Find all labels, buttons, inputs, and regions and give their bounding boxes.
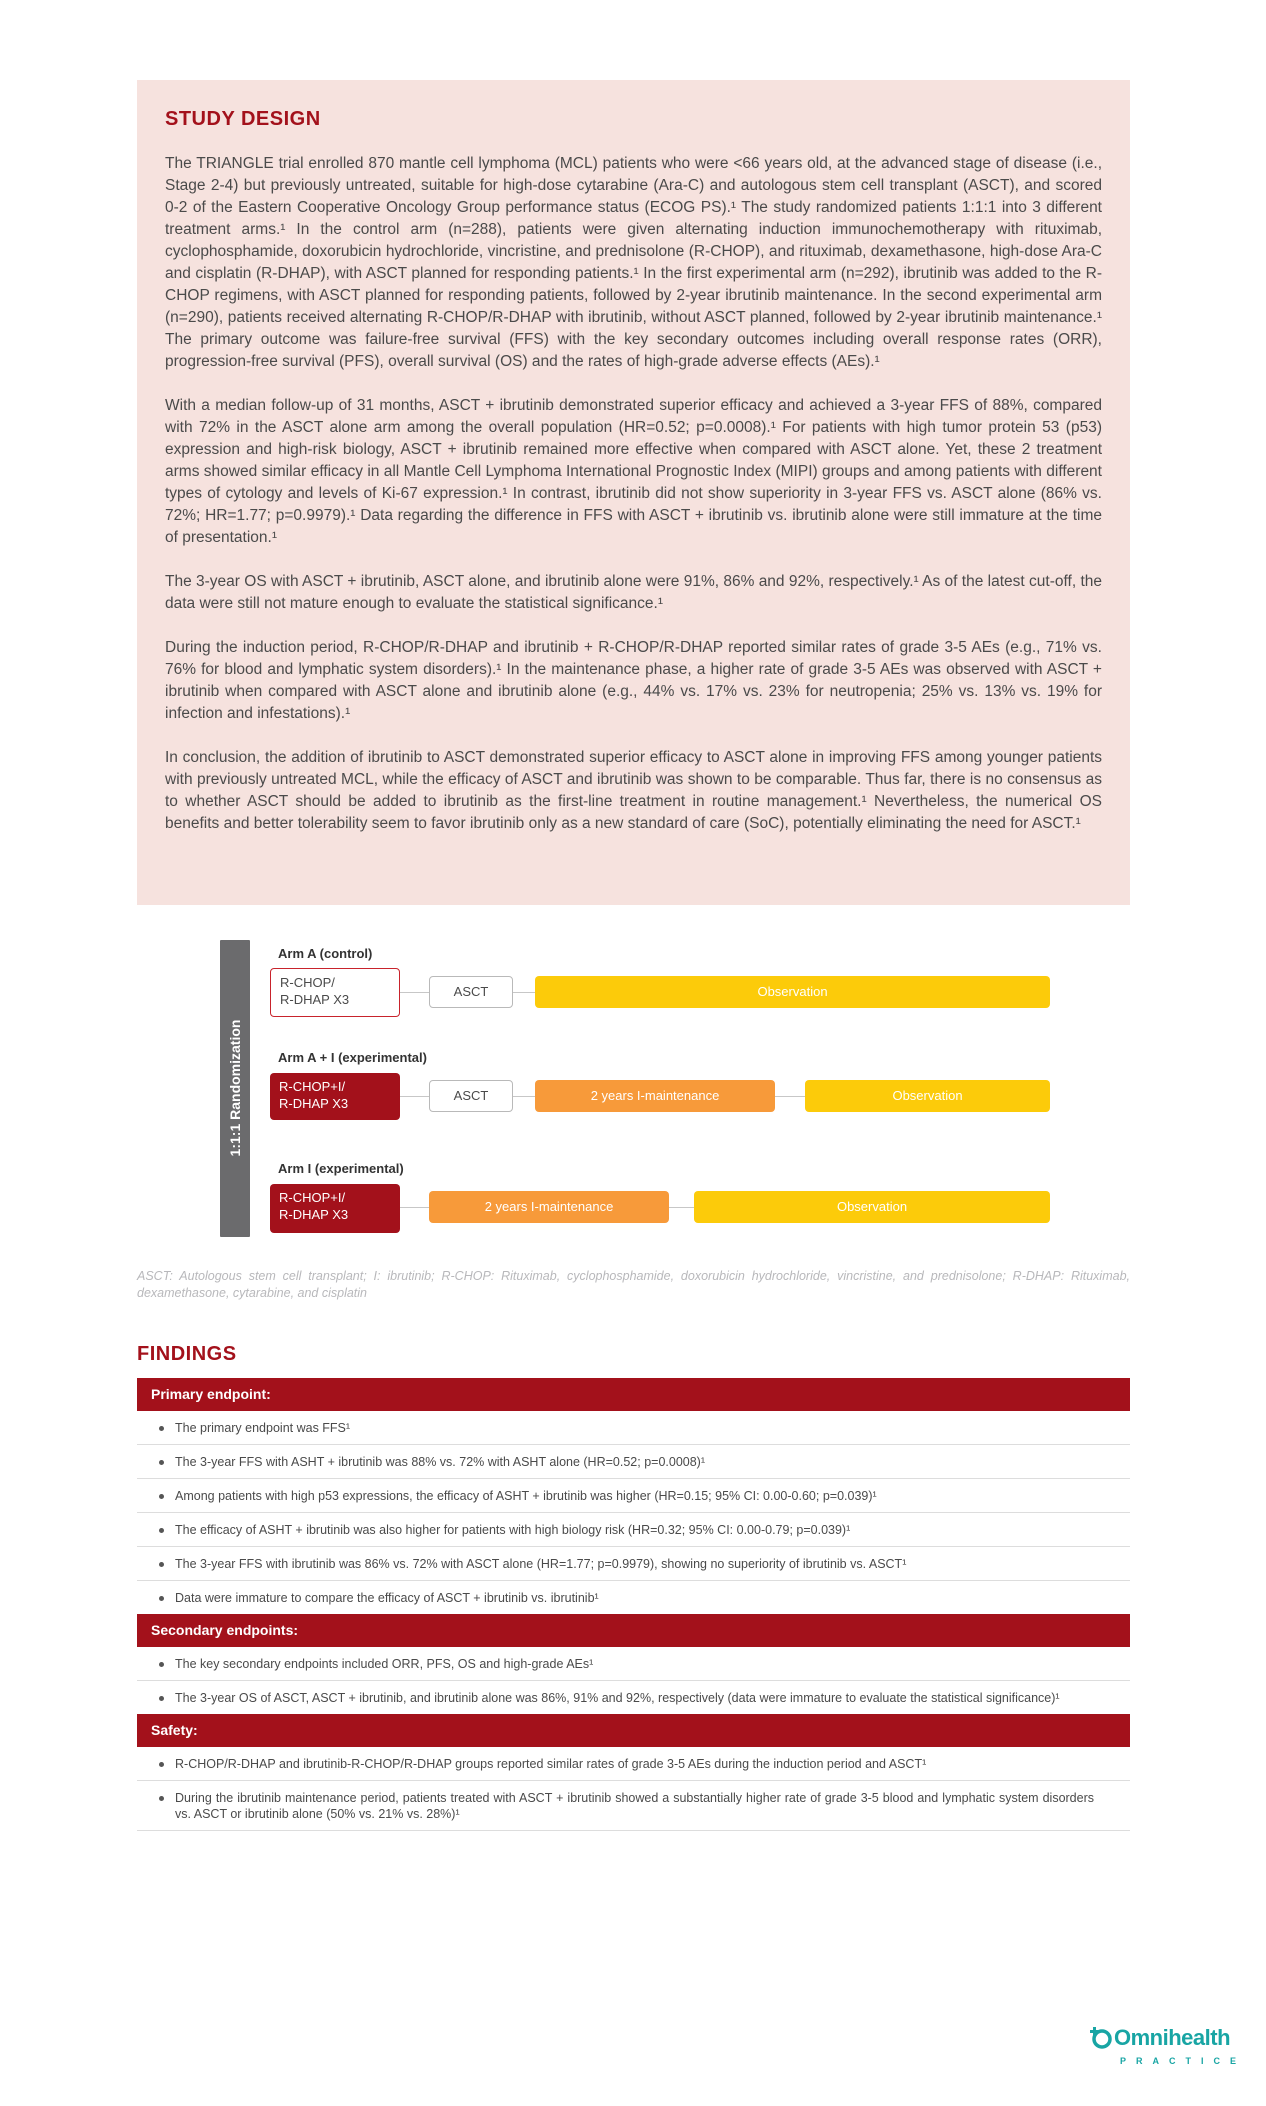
list-item <box>137 1513 1130 1547</box>
connector <box>400 1207 429 1208</box>
study-paragraph: The TRIANGLE trial enrolled 870 mantle cell lymphoma (MCL) patients who were <66 years old, at the advanced stage of disease (i.e., Stage 2-4) but previously untreated, suitable for high-dose cytarabine (Ara-C) and autologous stem cell transplant (ASCT), and scored 0-2 of the Eastern Cooperative Oncology Group performance status (ECOG PS).¹ The study randomized patients 1:1:1 into 3 different treatment arms.¹ In the control arm (n=288), patients were given alternating induction immunochemotherapy with rituximab, cyclophosphamide, doxorubicin hydrochloride, vincristine, and prednisolone (R-CHOP), and rituximab, dexamethasone, high-dose Ara-C and cisplatin (R-DHAP), with ASCT planned for responding patients.¹ In the first experimental arm (n=292), ibrutinib was added to the R-CHOP regimens, with ASCT planned for responding patients, followed by 2-year ibrutinib maintenance. In the second experimental arm (n=290), patients received alternating R-CHOP/R-DHAP with ibrutinib, without ASCT planned, followed by 2-year ibrutinib maintenance.¹ The primary outcome was failure-free survival (FFS) with the key secondary outcomes including overall response rates (ORR), progression-free survival (PFS), overall survival (OS) and the rates of high-grade adverse effects (AEs).¹ <box>165 155 1102 370</box>
list-item-text: The primary endpoint was FFS¹ <box>175 1421 351 1435</box>
section-heading-primary: Primary endpoint: <box>137 1378 1130 1411</box>
arm-ai-induction-box <box>270 1073 400 1120</box>
randomization-label: 1:1:1 Randomization <box>227 1019 243 1157</box>
arm-a-induction-label: R-CHOP/ R-DHAP X3 <box>280 975 350 1007</box>
list-item <box>137 1781 1130 1831</box>
findings-title: FINDINGS <box>137 1343 237 1365</box>
section-heading-secondary: Secondary endpoints: <box>137 1614 1130 1647</box>
connector <box>400 1096 429 1097</box>
list-item-text: Data were immature to compare the efficacy of ASCT + ibrutinib vs. ibrutinib¹ <box>175 1591 599 1605</box>
study-paragraph: In conclusion, the addition of ibrutinib to ASCT demonstrated superior efficacy to ASCT alone in improving FFS among younger patients with previously untreated MCL, while the efficacy of ASCT and ibrutinib was shown to be comparable. Thus far, there is no consensus as to whether ASCT should be added to ibrutinib as the first-line treatment in routine management.¹ Nevertheless, the numerical OS benefits and better tolerability seem to favor ibrutinib only as a new standard of care (SoC), potentially eliminating the need for ASCT.¹ <box>165 749 1102 832</box>
arm-ai-observation-box: Observation <box>805 1080 1050 1112</box>
list-item-text: Among patients with high p53 expressions, the efficacy of ASHT + ibrutinib was higher (HR=0.15; 95% CI: 0.00-0.60; p=0.039)¹ <box>175 1489 877 1503</box>
list-item-text: The efficacy of ASHT + ibrutinib was also higher for patients with high biology risk (HR=0.32; 95% CI: 0.00-0.79; p=0.039)¹ <box>175 1523 851 1537</box>
list-item <box>137 1747 1130 1781</box>
study-paragraph: During the induction period, R-CHOP/R-DHAP and ibrutinib + R-CHOP/R-DHAP reported similar rates of grade 3-5 AEs (e.g., 71% vs. 76% for blood and lymphatic system disorders).¹ In the maintenance phase, a higher rate of grade 3-5 AEs was observed with ASCT + ibrutinib when compared with ASCT alone and ibrutinib alone (e.g., 44% vs. 17% vs. 23% for neutropenia; 25% vs. 13% vs. 19% for infection and infestations).¹ <box>165 639 1102 722</box>
arm-ai-induction-label: R-CHOP+I/ R-DHAP X3 <box>279 1079 349 1111</box>
arm-a-title: Arm A (control) <box>278 946 373 961</box>
bullet-icon <box>159 1662 164 1667</box>
list-item <box>137 1647 1130 1681</box>
bullet-icon <box>159 1696 164 1701</box>
list-item <box>137 1411 1130 1445</box>
section-heading-safety: Safety: <box>137 1714 1130 1747</box>
logo-name: Omnihealth <box>1114 2025 1231 2050</box>
connector <box>775 1096 805 1097</box>
list-item <box>137 1479 1130 1513</box>
study-paragraph: With a median follow-up of 31 months, ASCT + ibrutinib demonstrated superior efficacy and achieved a 3-year FFS of 88%, compared with 72% in the ASCT alone arm among the overall population (HR=0.52; p=0.0008).¹ For patients with high tumor protein 53 (p53) expression and high-risk biology, ASCT + ibrutinib remained more effective when compared with ASCT alone. Yet, these 2 treatment arms showed similar efficacy in all Mantle Cell Lymphoma International Prognostic Index (MIPI) groups and among patients with different types of cytology and levels of Ki-67 expression.¹ In contrast, ibrutinib did not show superiority in 3-year FFS vs. ASCT alone (86% vs. 72%; HR=1.77; p=0.9979).¹ Data regarding the difference in FFS with ASCT + ibrutinib vs. ibrutinib alone were still immature at the time of presentation.¹ <box>165 397 1102 546</box>
findings-table <box>137 1378 1130 1831</box>
list-item-text: The 3-year FFS with ibrutinib was 86% vs. 72% with ASCT alone (HR=1.77; p=0.9979), showing no superiority of ibrutinib vs. ASCT¹ <box>175 1557 907 1571</box>
list-item-text: During the ibrutinib maintenance period, patients treated with ASCT + ibrutinib showed a substantially higher rate of grade 3-5 blood and lymphatic system disorders vs. ASCT or ibrutinib alone (50% vs. 21% vs. 28%)¹ <box>175 1791 1094 1821</box>
arm-i-induction-label: R-CHOP+I/ R-DHAP X3 <box>279 1190 349 1222</box>
list-item <box>137 1681 1130 1714</box>
bullet-icon <box>159 1528 164 1533</box>
bullet-icon <box>159 1494 164 1499</box>
arm-i-induction-box <box>270 1184 400 1233</box>
arm-ai-title: Arm A + I (experimental) <box>278 1050 427 1065</box>
arm-i-maintenance-box: 2 years I-maintenance <box>429 1191 669 1223</box>
study-design-panel <box>137 80 1130 905</box>
arm-a-asct-box: ASCT <box>429 976 513 1008</box>
connector <box>513 992 535 993</box>
list-item-text: The key secondary endpoints included ORR, PFS, OS and high-grade AEs¹ <box>175 1657 594 1671</box>
bullet-icon <box>159 1426 164 1431</box>
list-item <box>137 1547 1130 1581</box>
treatment-arms-diagram <box>220 940 1050 1240</box>
omnihealth-logo-icon <box>1090 2027 1112 2049</box>
study-paragraph: The 3-year OS with ASCT + ibrutinib, ASCT alone, and ibrutinib alone were 91%, 86% and 92%, respectively.¹ As of the latest cut-off, the data were still not mature enough to evaluate the statistical significance.¹ <box>165 573 1102 612</box>
arm-a-induction-box <box>270 968 400 1017</box>
study-design-title: STUDY DESIGN <box>165 108 321 130</box>
arm-i-title: Arm I (experimental) <box>278 1161 404 1176</box>
bullet-icon <box>159 1762 164 1767</box>
bullet-icon <box>159 1596 164 1601</box>
connector <box>400 992 429 993</box>
list-item-text: The 3-year FFS with ASHT + ibrutinib was 88% vs. 72% with ASHT alone (HR=0.52; p=0.0008)¹ <box>175 1455 705 1469</box>
list-item-text: The 3-year OS of ASCT, ASCT + ibrutinib, and ibrutinib alone was 86%, 91% and 92%, respectively (data were immature to evaluate the statistical significance)¹ <box>175 1691 1060 1705</box>
omnihealth-logo <box>1090 2025 1247 2073</box>
arm-i-observation-box: Observation <box>694 1191 1050 1223</box>
list-item <box>137 1581 1130 1614</box>
list-item-text: R-CHOP/R-DHAP and ibrutinib-R-CHOP/R-DHAP groups reported similar rates of grade 3-5 AEs during the induction period and ASCT¹ <box>175 1757 927 1771</box>
abbreviations-footnote: ASCT: Autologous stem cell transplant; I: ibrutinib; R-CHOP: Rituximab, cyclophosphamide, doxorubicin hydrochloride, vincristine, and prednisolone; R-DHAP: Rituximab, dexamethasone, cytarabine, and cisplatin <box>137 1269 1130 1300</box>
randomization-bar <box>220 940 250 1237</box>
logo-subtitle: PRACTICE <box>1120 2056 1247 2066</box>
arm-a-observation-box: Observation <box>535 976 1050 1008</box>
connector <box>669 1207 694 1208</box>
arm-ai-maintenance-box: 2 years I-maintenance <box>535 1080 775 1112</box>
arm-ai-asct-box: ASCT <box>429 1080 513 1112</box>
bullet-icon <box>159 1796 164 1801</box>
list-item <box>137 1445 1130 1479</box>
connector <box>513 1096 535 1097</box>
bullet-icon <box>159 1562 164 1567</box>
bullet-icon <box>159 1460 164 1465</box>
